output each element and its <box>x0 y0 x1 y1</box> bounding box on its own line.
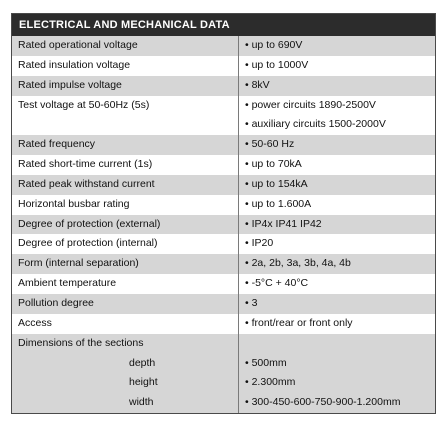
row-value: • 50-60 Hz <box>245 138 295 151</box>
row-label: Form (internal separation) <box>12 254 239 274</box>
row-label: Horizontal busbar rating <box>12 195 239 215</box>
row-label: Degree of protection (internal) <box>12 234 239 254</box>
row-value: • up to 70kA <box>245 158 302 171</box>
row-value: • IP4x IP41 IP42 <box>245 217 322 230</box>
table-row <box>12 354 435 374</box>
row-value <box>239 334 245 354</box>
row-value: • front/rear or front only <box>245 316 353 329</box>
table-row <box>12 175 435 195</box>
row-label: height <box>12 373 239 393</box>
row-label: Access <box>12 314 239 334</box>
table-row <box>12 115 435 135</box>
table-row <box>12 56 435 76</box>
row-label: Pollution degree <box>12 294 239 314</box>
row-value: • 3 <box>245 296 258 309</box>
row-label: Rated impulse voltage <box>12 76 239 96</box>
row-value: • up to 154kA <box>245 177 308 190</box>
row-label: Degree of protection (external) <box>12 215 239 235</box>
row-value: • up to 1000V <box>245 58 309 71</box>
row-value: • power circuits 1890-2500V <box>245 98 376 111</box>
table-row <box>12 215 435 235</box>
table-title: ELECTRICAL AND MECHANICAL DATA <box>12 14 435 36</box>
row-value: • up to 690V <box>245 39 303 51</box>
row-label: Test voltage at 50-60Hz (5s) <box>12 96 239 116</box>
row-label: Rated frequency <box>12 135 239 155</box>
table-row <box>12 294 435 314</box>
table-row <box>12 373 435 393</box>
row-label <box>12 115 239 135</box>
spec-table <box>11 13 436 414</box>
row-value: • IP20 <box>245 237 274 250</box>
row-label: width <box>12 393 239 413</box>
table-row <box>12 393 435 413</box>
row-label: Dimensions of the sections <box>12 334 239 354</box>
table-row <box>12 36 435 56</box>
row-value: • 2.300mm <box>245 376 296 389</box>
row-value: • up to 1.600A <box>245 197 312 210</box>
row-label: Ambient temperature <box>12 274 239 294</box>
table-row <box>12 334 435 354</box>
row-label: Rated peak withstand current <box>12 175 239 195</box>
table-row <box>12 274 435 294</box>
row-value: • auxiliary circuits 1500-2000V <box>245 118 386 131</box>
table-row <box>12 254 435 274</box>
table-row <box>12 96 435 116</box>
row-label: Rated operational voltage <box>12 36 239 56</box>
table-row <box>12 314 435 334</box>
row-label: Rated insulation voltage <box>12 56 239 76</box>
table-row <box>12 76 435 96</box>
table-row <box>12 135 435 155</box>
row-value: • 2a, 2b, 3a, 3b, 4a, 4b <box>245 257 351 270</box>
row-value: • -5°C + 40°C <box>245 277 309 290</box>
table-row <box>12 195 435 215</box>
table-row <box>12 234 435 254</box>
row-value: • 300-450-600-750-900-1.200mm <box>245 396 401 409</box>
row-value: • 8kV <box>245 78 270 91</box>
row-label: depth <box>12 354 239 374</box>
row-value: • 500mm <box>245 356 287 369</box>
row-label: Rated short-time current (1s) <box>12 155 239 175</box>
table-row <box>12 155 435 175</box>
